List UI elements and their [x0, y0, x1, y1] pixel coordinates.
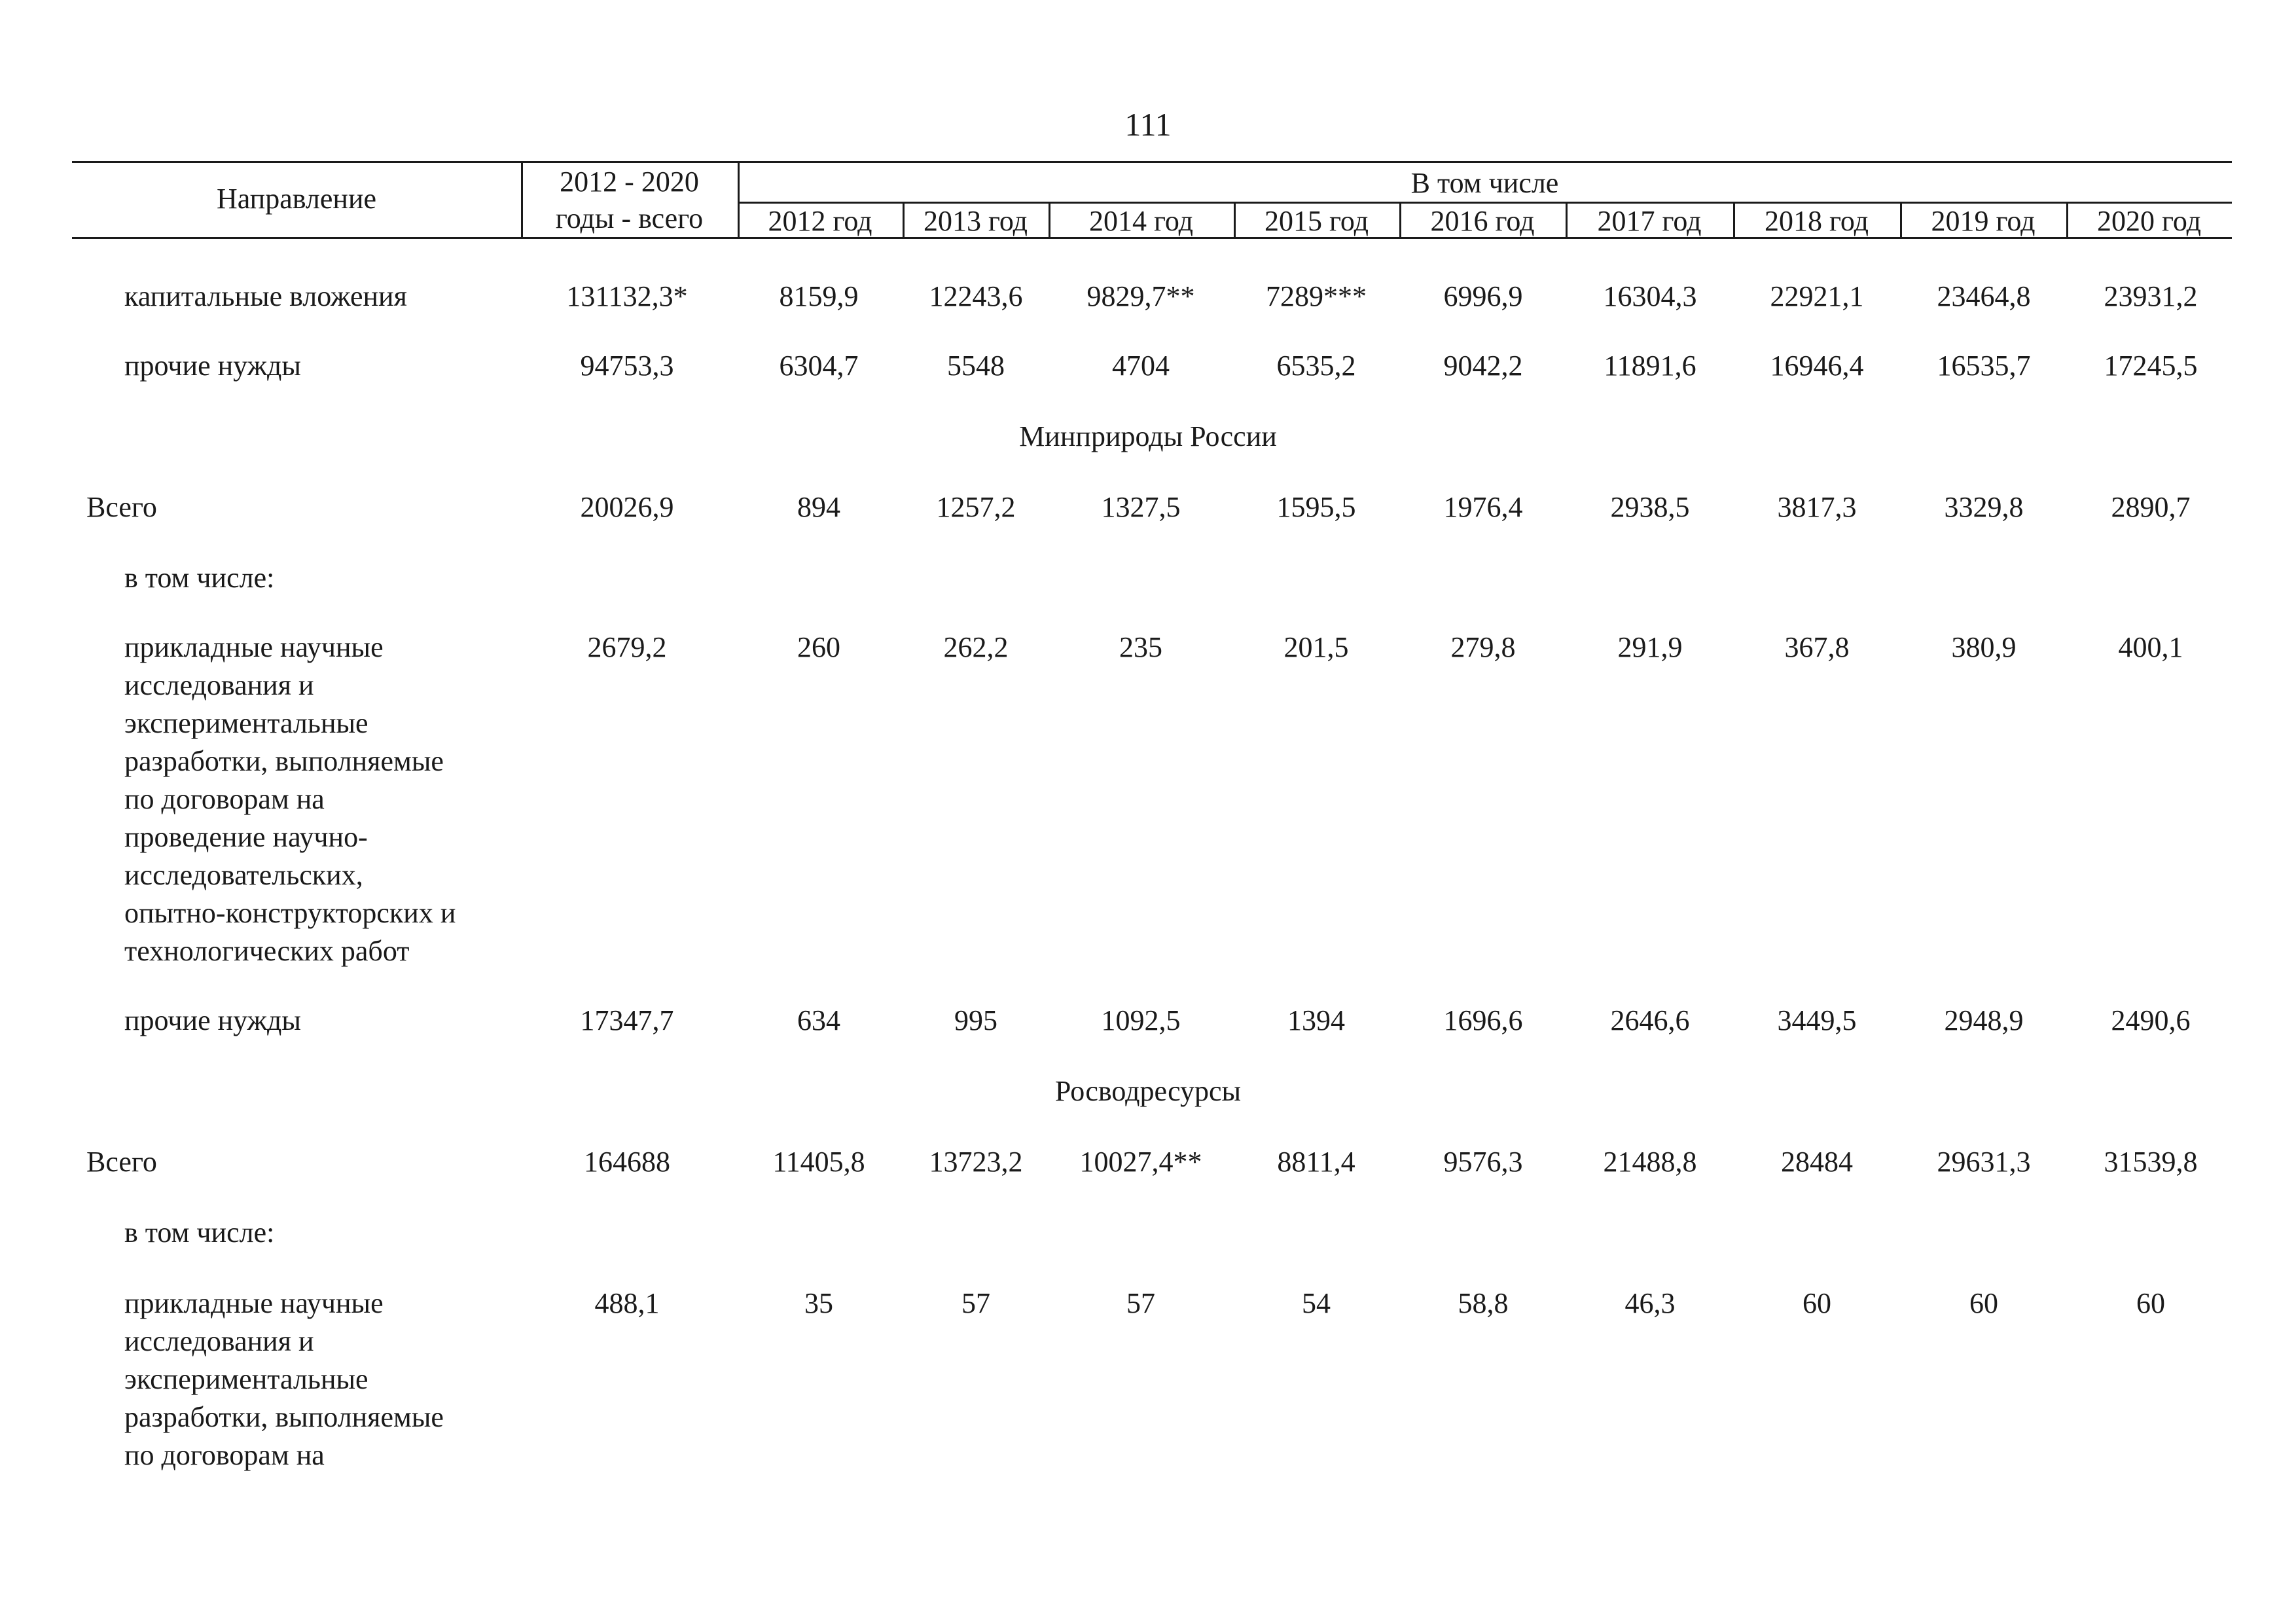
row-value: 6996,9 [1443, 280, 1523, 312]
row-value: 2938,5 [1610, 491, 1690, 523]
row-value: 17245,5 [2104, 350, 2198, 382]
row-total: 131132,3* [566, 280, 688, 312]
row-total: 94753,3 [580, 350, 674, 382]
row-value: 279,8 [1450, 631, 1516, 663]
row-value: 35 [804, 1287, 833, 1319]
header-year: 2019 год [1931, 205, 2036, 237]
header-year: 2017 год [1597, 205, 1702, 237]
row-value: 1595,5 [1276, 491, 1356, 523]
row-value: 1327,5 [1101, 491, 1181, 523]
row-value: 29631,3 [1937, 1146, 2031, 1178]
row-value: 9576,3 [1443, 1146, 1523, 1178]
row-value: 1257,2 [936, 491, 1016, 523]
header-total-line1: 2012 - 2020 [560, 166, 699, 198]
row-value: 2490,6 [2111, 1004, 2191, 1036]
header-top-rule [72, 161, 2232, 163]
header-year: 2015 год [1264, 205, 1369, 237]
row-value: 367,8 [1784, 631, 1850, 663]
row-value: 262,2 [943, 631, 1009, 663]
row-value: 16946,4 [1770, 350, 1864, 382]
row-value: 31539,8 [2104, 1146, 2198, 1178]
row-value: 23464,8 [1937, 280, 2031, 312]
row-total: 488,1 [594, 1287, 660, 1319]
row-value: 22921,1 [1770, 280, 1864, 312]
row-value: 9829,7** [1086, 280, 1195, 312]
row-value: 634 [797, 1004, 840, 1036]
row-value: 6535,2 [1276, 350, 1356, 382]
row-value: 3817,3 [1777, 491, 1857, 523]
header-total-line2: годы - всего [555, 202, 704, 234]
row-label: прочие нужды [124, 350, 301, 382]
row-value: 11405,8 [772, 1146, 865, 1178]
row-value: 6304,7 [779, 350, 859, 382]
row-value: 57 [961, 1287, 990, 1319]
row-value: 11891,6 [1604, 350, 1696, 382]
row-label: капитальные вложения [124, 280, 407, 312]
row-value: 2890,7 [2111, 491, 2191, 523]
row-value: 260 [797, 631, 840, 663]
row-value: 9042,2 [1443, 350, 1523, 382]
row-total: 17347,7 [580, 1004, 674, 1036]
row-value: 60 [1969, 1287, 1998, 1319]
row-value: 8159,9 [779, 280, 859, 312]
row-value: 46,3 [1624, 1287, 1676, 1319]
row-value: 57 [1126, 1287, 1155, 1319]
header-year: 2020 год [2096, 205, 2202, 237]
row-value: 5548 [947, 350, 1005, 382]
row-value: 995 [954, 1004, 997, 1036]
row-value: 7289*** [1266, 280, 1367, 312]
row-value: 3449,5 [1777, 1004, 1857, 1036]
section-title: Минприроды России [1019, 420, 1277, 452]
section-title: Росводресурсы [1054, 1075, 1242, 1107]
row-value: 201,5 [1283, 631, 1349, 663]
page-number: 111 [1124, 106, 1172, 143]
row-value: 894 [797, 491, 840, 523]
row-value: 235 [1119, 631, 1162, 663]
row-value: 1394 [1287, 1004, 1345, 1036]
row-value: 21488,8 [1603, 1146, 1697, 1178]
header-direction: Направление [216, 183, 377, 215]
header-year: 2016 год [1430, 205, 1535, 237]
row-value: 58,8 [1458, 1287, 1509, 1319]
row-value: 4704 [1112, 350, 1170, 382]
year-group-rule [738, 202, 2232, 204]
row-value: 16535,7 [1937, 350, 2031, 382]
header-year: 2013 год [923, 205, 1028, 237]
row-value: 16304,3 [1603, 280, 1697, 312]
row-label: прикладные научные исследования и экспериментальные разработки, выполняемые по договорам на проведение научно- исследовательских, опытно-конструкторских и технологических работ [124, 631, 456, 967]
row-value: 380,9 [1951, 631, 2017, 663]
header-year: 2012 год [768, 205, 872, 237]
row-value: 291,9 [1617, 631, 1683, 663]
row-value: 3329,8 [1944, 491, 2024, 523]
row-label: в том числе: [124, 1216, 275, 1249]
row-value: 1092,5 [1101, 1004, 1181, 1036]
row-value: 23931,2 [2104, 280, 2198, 312]
row-value: 1976,4 [1443, 491, 1523, 523]
row-value: 60 [2136, 1287, 2165, 1319]
row-value: 54 [1302, 1287, 1331, 1319]
row-value: 28484 [1781, 1146, 1853, 1178]
row-value: 2646,6 [1610, 1004, 1690, 1036]
row-value: 10027,4** [1079, 1146, 1202, 1178]
row-value: 2948,9 [1944, 1004, 2024, 1036]
header-year: 2018 год [1764, 205, 1869, 237]
row-total: 20026,9 [580, 491, 674, 523]
row-value: 400,1 [2118, 631, 2183, 663]
header-group-label: В том числе [1410, 167, 1559, 199]
row-label: прикладные научные исследования и экспериментальные разработки, выполняемые по договорам на [124, 1287, 444, 1471]
row-total: 2679,2 [587, 631, 667, 663]
row-label: Всего [86, 491, 157, 523]
row-label: Всего [86, 1146, 157, 1178]
header-year: 2014 год [1088, 205, 1194, 237]
row-value: 13723,2 [929, 1146, 1023, 1178]
row-total: 164688 [584, 1146, 670, 1178]
row-value: 12243,6 [929, 280, 1023, 312]
row-label: в том числе: [124, 562, 275, 594]
row-value: 1696,6 [1443, 1004, 1523, 1036]
row-value: 60 [1803, 1287, 1831, 1319]
row-value: 8811,4 [1277, 1146, 1355, 1178]
row-label: прочие нужды [124, 1004, 301, 1036]
